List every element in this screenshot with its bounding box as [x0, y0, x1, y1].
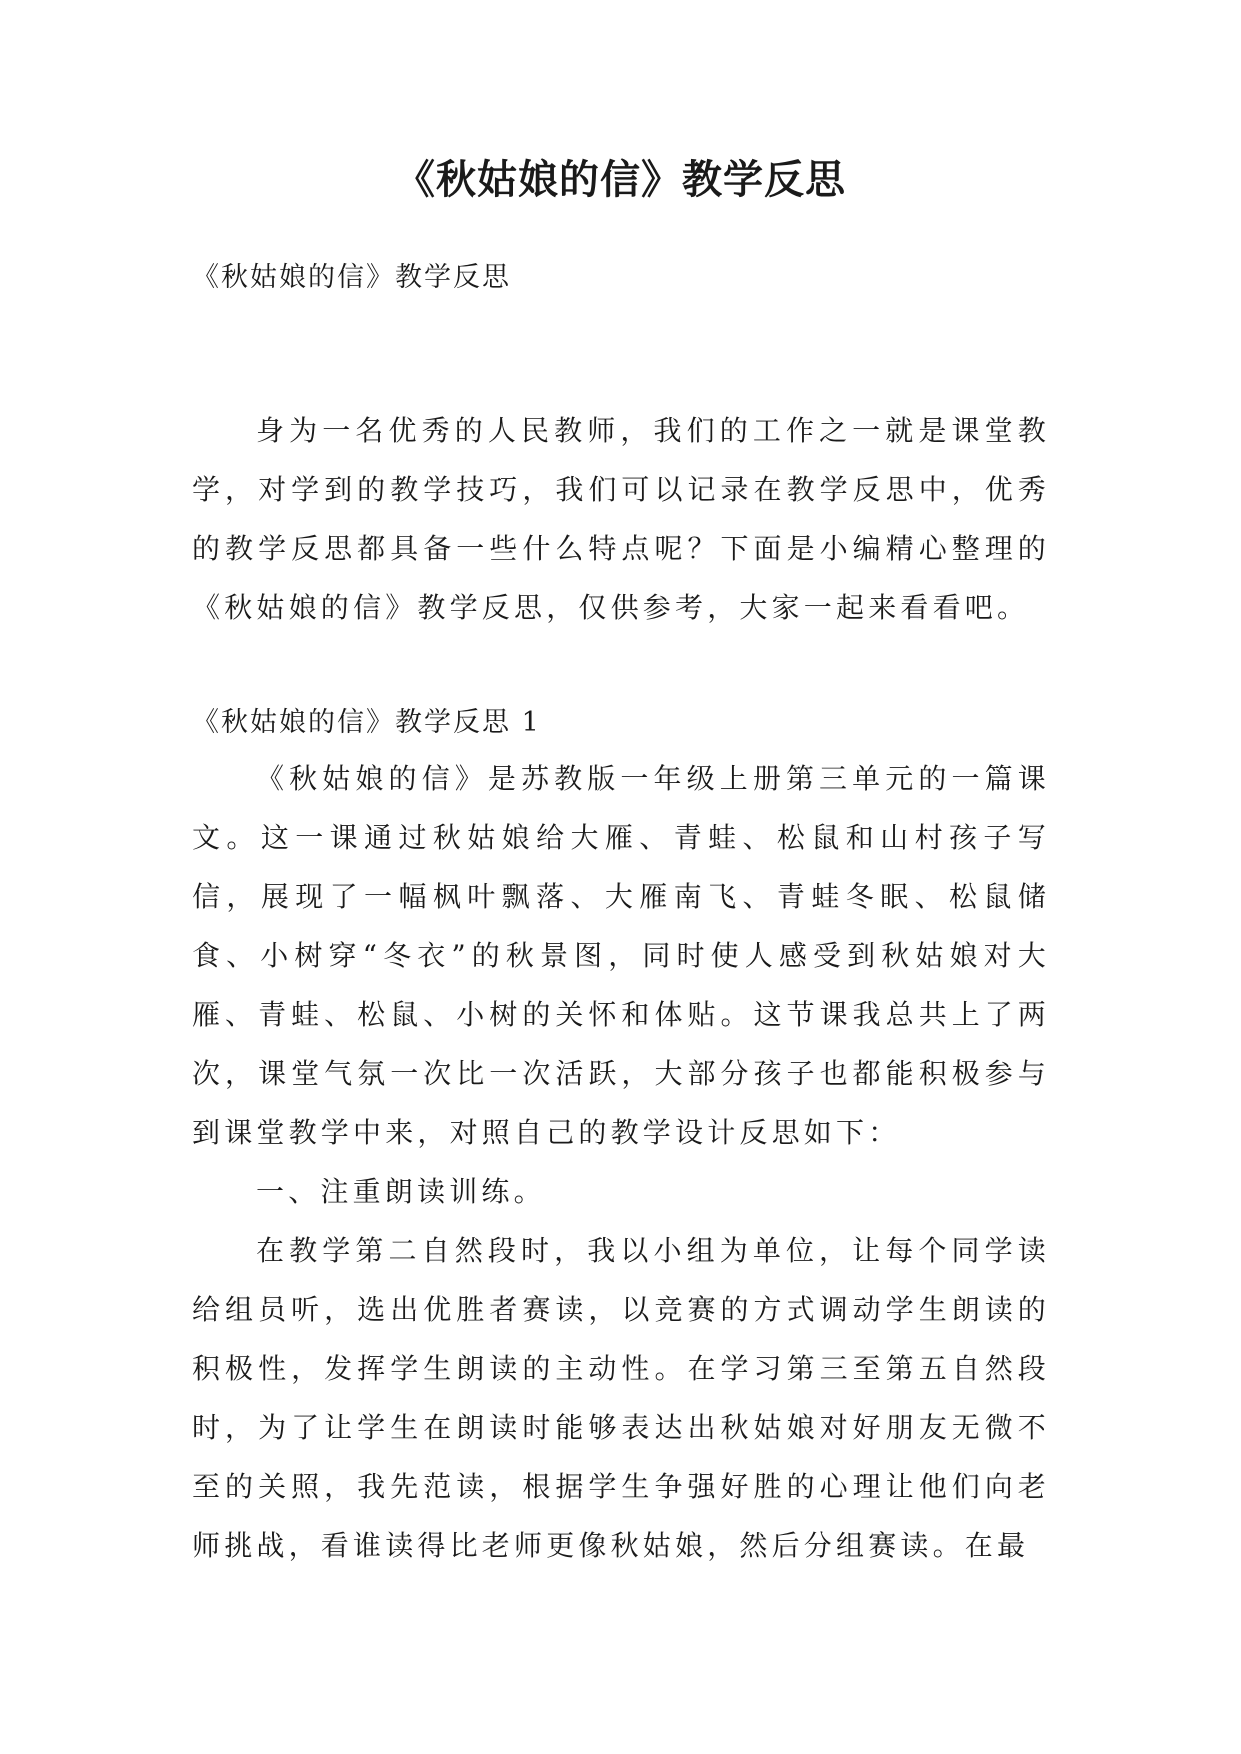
document-subtitle: 《秋姑娘的信》教学反思 [192, 262, 511, 293]
body-paragraph: 《秋姑娘的信》是苏教版一年级上册第三单元的一篇课文。这一课通过秋姑娘给大雁、青蛙、松鼠和山村孩子写信，展现了一幅枫叶飘落、大雁南飞、青蛙冬眠、松鼠储食、小树穿“冬衣”的秋景图，同时使人感受到秋姑娘对大雁、青蛙、松鼠、小树的关怀和体贴。这节课我总共上了两次，课堂气氛一次比一次活跃，大部分孩子也都能积极参与到课堂教学中来，对照自己的教学设计反思如下： [192, 762, 1050, 1149]
section-heading: 《秋姑娘的信》教学反思 1 [192, 707, 541, 738]
document-title: 《秋姑娘的信》教学反思 [395, 156, 846, 203]
section-body [192, 749, 1050, 1575]
intro-paragraph: 身为一名优秀的人民教师，我们的工作之一就是课堂教学，对学到的教学技巧，我们可以记录在教学反思中，优秀的教学反思都具备一些什么特点呢？下面是小编精心整理的《秋姑娘的信》教学反思，仅供参考，大家一起来看看吧。 [192, 414, 1050, 624]
body-paragraph: 一、注重朗读训练。 [256, 1175, 546, 1208]
body-paragraph: 在教学第二自然段时，我以小组为单位，让每个同学读给组员听，选出优胜者赛读，以竞赛的方式调动学生朗读的积极性，发挥学生朗读的主动性。在学习第三至第五自然段时，为了让学生在朗读时能够表达出秋姑娘对好朋友无微不至的关照，我先范读，根据学生争强好胜的心理让他们向老师挑战，看谁读得比老师更像秋姑娘，然后分组赛读。在最 [192, 1234, 1050, 1562]
